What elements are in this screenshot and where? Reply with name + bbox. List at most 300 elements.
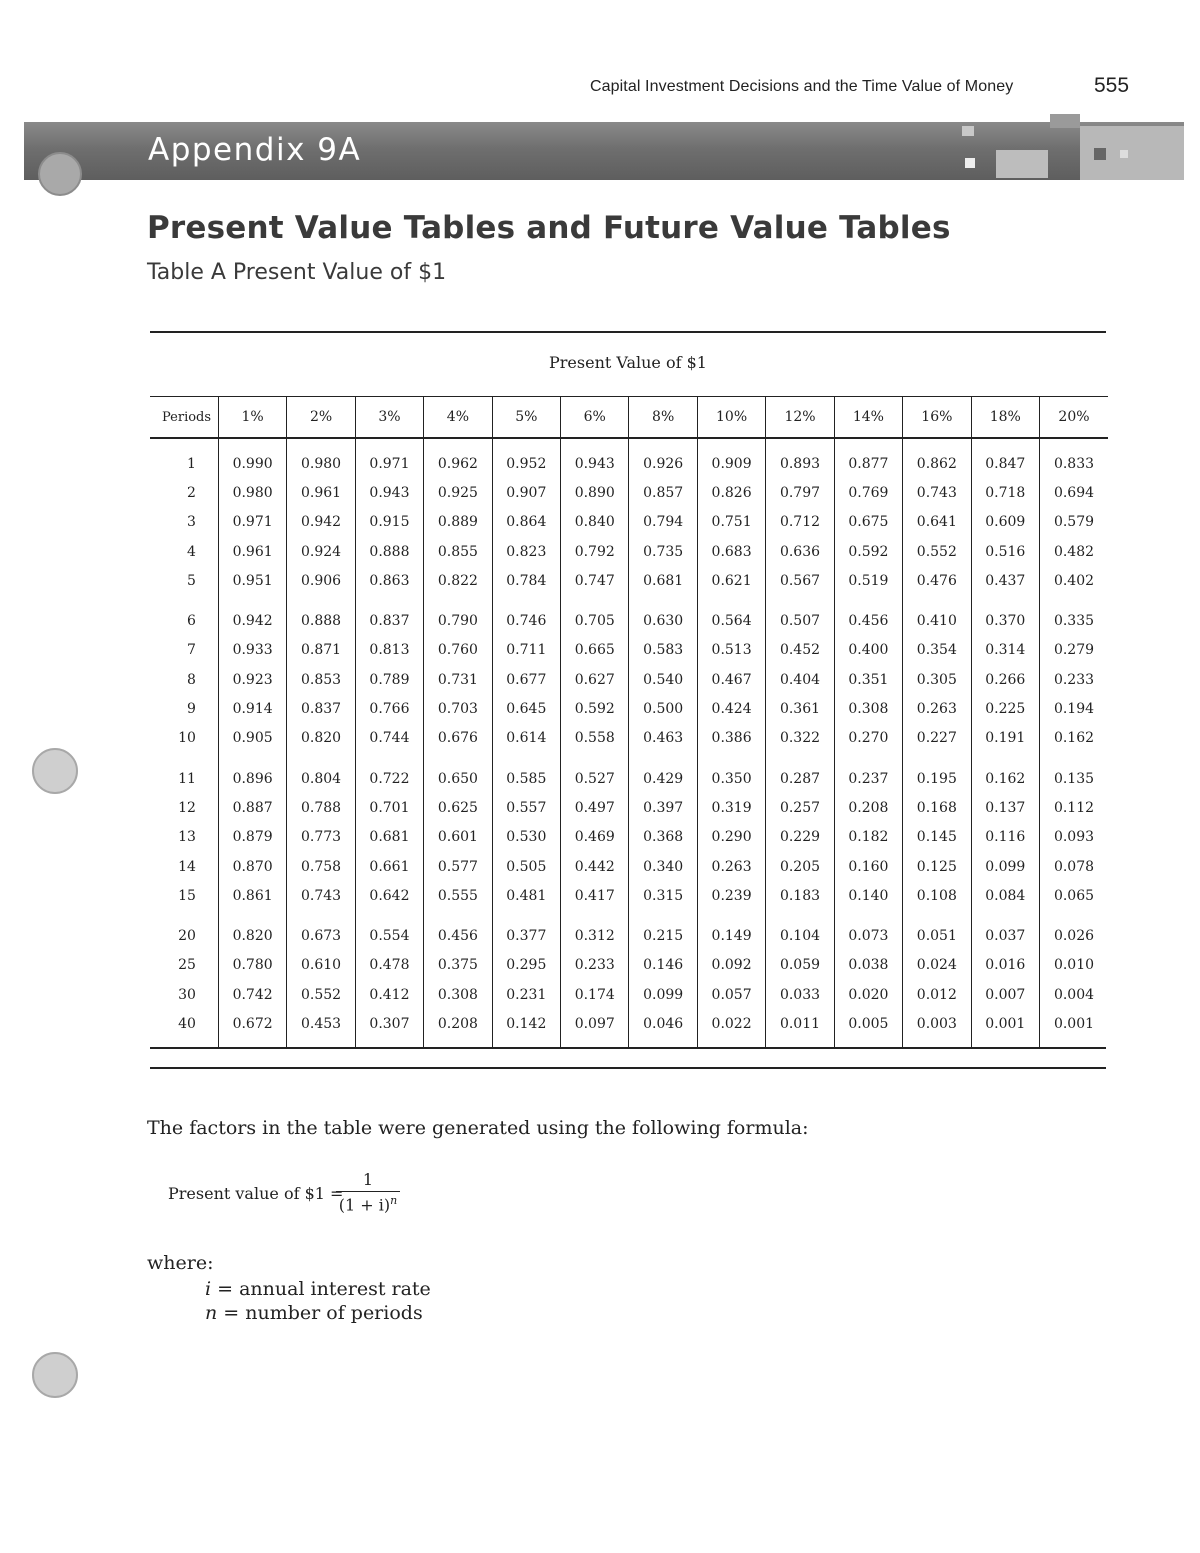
factor-cell: 0.823 xyxy=(492,537,560,566)
factor-cell: 0.033 xyxy=(766,980,834,1009)
factor-cell: 0.195 xyxy=(903,753,971,793)
factor-cell: 0.104 xyxy=(766,910,834,950)
banner-square-ornament xyxy=(965,158,975,168)
factor-cell: 0.429 xyxy=(629,753,697,793)
factor-cell: 0.505 xyxy=(492,852,560,881)
table-bottom-rule xyxy=(150,1067,1106,1069)
factor-cell: 0.780 xyxy=(218,951,286,980)
table-row xyxy=(150,852,1108,881)
factor-cell: 0.914 xyxy=(218,694,286,723)
factor-cell: 0.370 xyxy=(971,595,1039,635)
factor-cell: 0.404 xyxy=(766,665,834,694)
factor-cell: 0.701 xyxy=(355,793,423,822)
factor-cell: 0.784 xyxy=(492,566,560,595)
factor-cell: 0.847 xyxy=(971,438,1039,478)
factor-cell: 0.073 xyxy=(834,910,902,950)
factor-cell: 0.746 xyxy=(492,595,560,635)
factor-cell: 0.305 xyxy=(903,665,971,694)
factor-cell: 0.482 xyxy=(1039,537,1108,566)
factor-cell: 0.610 xyxy=(287,951,355,980)
banner-square-ornament xyxy=(962,126,974,136)
factor-cell: 0.093 xyxy=(1039,823,1108,852)
factor-cell: 0.592 xyxy=(834,537,902,566)
factor-cell: 0.116 xyxy=(971,823,1039,852)
factor-cell: 0.099 xyxy=(971,852,1039,881)
factor-cell: 0.037 xyxy=(971,910,1039,950)
factor-cell: 0.577 xyxy=(424,852,492,881)
factor-cell: 0.467 xyxy=(697,665,765,694)
factor-cell: 0.933 xyxy=(218,636,286,665)
factor-cell: 0.215 xyxy=(629,910,697,950)
factor-cell: 0.257 xyxy=(766,793,834,822)
factor-cell: 0.026 xyxy=(1039,910,1108,950)
table-header-row xyxy=(150,397,1108,439)
factor-cell: 0.822 xyxy=(424,566,492,595)
definition-symbol: i xyxy=(205,1278,212,1300)
factor-cell: 0.183 xyxy=(766,881,834,910)
factor-cell: 0.519 xyxy=(834,566,902,595)
factor-cell: 0.092 xyxy=(697,951,765,980)
factor-cell: 0.239 xyxy=(697,881,765,910)
column-header: 6% xyxy=(561,397,629,439)
factor-cell: 0.601 xyxy=(424,823,492,852)
factor-cell: 0.402 xyxy=(1039,566,1108,595)
factor-cell: 0.410 xyxy=(903,595,971,635)
table-row xyxy=(150,724,1108,753)
factor-cell: 0.962 xyxy=(424,438,492,478)
appendix-title: Appendix 9A xyxy=(148,132,362,168)
factor-cell: 0.665 xyxy=(561,636,629,665)
period-cell: 12 xyxy=(178,799,196,816)
factor-cell: 0.567 xyxy=(766,566,834,595)
factor-cell: 0.980 xyxy=(287,438,355,478)
factor-cell: 0.792 xyxy=(561,537,629,566)
factor-cell: 0.456 xyxy=(424,910,492,950)
factor-cell: 0.942 xyxy=(287,508,355,537)
factor-cell: 0.636 xyxy=(766,537,834,566)
factor-cell: 0.552 xyxy=(287,980,355,1009)
factor-cell: 0.609 xyxy=(971,508,1039,537)
factor-cell: 0.340 xyxy=(629,852,697,881)
factor-cell: 0.645 xyxy=(492,694,560,723)
factor-cell: 0.012 xyxy=(903,980,971,1009)
factor-cell: 0.703 xyxy=(424,694,492,723)
factor-cell: 0.672 xyxy=(218,1009,286,1048)
factor-cell: 0.804 xyxy=(287,753,355,793)
factor-cell: 0.375 xyxy=(424,951,492,980)
factor-cell: 0.135 xyxy=(1039,753,1108,793)
page-title: Present Value Tables and Future Value Tables xyxy=(147,210,951,246)
factor-cell: 0.705 xyxy=(561,595,629,635)
banner-square-ornament xyxy=(1120,150,1128,158)
factor-cell: 0.677 xyxy=(492,665,560,694)
table-row xyxy=(150,694,1108,723)
banner-circle-ornament xyxy=(38,152,82,196)
factor-cell: 0.951 xyxy=(218,566,286,595)
factor-cell: 0.923 xyxy=(218,665,286,694)
factor-cell: 0.020 xyxy=(834,980,902,1009)
factor-cell: 0.377 xyxy=(492,910,560,950)
factor-cell: 0.194 xyxy=(1039,694,1108,723)
factor-cell: 0.826 xyxy=(697,478,765,507)
binder-hole xyxy=(32,748,78,794)
factor-cell: 0.368 xyxy=(629,823,697,852)
factor-cell: 0.500 xyxy=(629,694,697,723)
factor-cell: 0.003 xyxy=(903,1009,971,1048)
factor-cell: 0.621 xyxy=(697,566,765,595)
factor-cell: 0.142 xyxy=(492,1009,560,1048)
factor-cell: 0.540 xyxy=(629,665,697,694)
factor-cell: 0.718 xyxy=(971,478,1039,507)
factor-cell: 0.453 xyxy=(287,1009,355,1048)
factor-cell: 0.004 xyxy=(1039,980,1108,1009)
factor-cell: 0.625 xyxy=(424,793,492,822)
factor-cell: 0.863 xyxy=(355,566,423,595)
factor-cell: 0.233 xyxy=(561,951,629,980)
period-cell: 1 xyxy=(187,455,196,472)
factor-cell: 0.162 xyxy=(971,753,1039,793)
factor-cell: 0.924 xyxy=(287,537,355,566)
factor-cell: 0.476 xyxy=(903,566,971,595)
factor-cell: 0.182 xyxy=(834,823,902,852)
factor-cell: 0.279 xyxy=(1039,636,1108,665)
factor-cell: 0.673 xyxy=(287,910,355,950)
factor-cell: 0.971 xyxy=(218,508,286,537)
column-header: 4% xyxy=(424,397,492,439)
binder-hole xyxy=(32,1352,78,1398)
period-cell: 4 xyxy=(187,543,196,560)
factor-cell: 0.361 xyxy=(766,694,834,723)
column-header: 2% xyxy=(287,397,355,439)
factor-cell: 0.676 xyxy=(424,724,492,753)
period-cell: 10 xyxy=(178,730,196,747)
table-row xyxy=(150,823,1108,852)
factor-cell: 0.065 xyxy=(1039,881,1108,910)
factor-cell: 0.497 xyxy=(561,793,629,822)
table-body xyxy=(150,438,1108,1049)
table-row xyxy=(150,566,1108,595)
factor-cell: 0.909 xyxy=(697,438,765,478)
factor-cell: 0.877 xyxy=(834,438,902,478)
factor-cell: 0.751 xyxy=(697,508,765,537)
factor-cell: 0.481 xyxy=(492,881,560,910)
factor-cell: 0.059 xyxy=(766,951,834,980)
factor-cell: 0.943 xyxy=(355,478,423,507)
factor-cell: 0.558 xyxy=(561,724,629,753)
factor-cell: 0.906 xyxy=(287,566,355,595)
factor-cell: 0.452 xyxy=(766,636,834,665)
factor-cell: 0.099 xyxy=(629,980,697,1009)
column-header: 12% xyxy=(766,397,834,439)
table-row xyxy=(150,595,1108,635)
factor-cell: 0.681 xyxy=(629,566,697,595)
column-header: 1% xyxy=(218,397,286,439)
factor-cell: 0.335 xyxy=(1039,595,1108,635)
factor-cell: 0.010 xyxy=(1039,951,1108,980)
factor-cell: 0.837 xyxy=(355,595,423,635)
column-header: 5% xyxy=(492,397,560,439)
table-row xyxy=(150,793,1108,822)
factor-cell: 0.870 xyxy=(218,852,286,881)
factor-cell: 0.943 xyxy=(561,438,629,478)
factor-cell: 0.731 xyxy=(424,665,492,694)
column-header: 20% xyxy=(1039,397,1108,439)
definition-text: = annual interest rate xyxy=(211,1278,431,1300)
factor-cell: 0.769 xyxy=(834,478,902,507)
formula-intro: The factors in the table were generated using the following formula: xyxy=(147,1117,809,1139)
formula-fraction xyxy=(336,1170,400,1214)
banner-block-ornament xyxy=(1050,114,1080,128)
factor-cell: 0.530 xyxy=(492,823,560,852)
factor-cell: 0.001 xyxy=(1039,1009,1108,1048)
factor-cell: 0.266 xyxy=(971,665,1039,694)
factor-cell: 0.397 xyxy=(629,793,697,822)
formula-exponent: n xyxy=(390,1194,398,1207)
definition-symbol: n xyxy=(205,1302,218,1324)
factor-cell: 0.650 xyxy=(424,753,492,793)
factor-cell: 0.627 xyxy=(561,665,629,694)
factor-cell: 0.191 xyxy=(971,724,1039,753)
factor-cell: 0.942 xyxy=(218,595,286,635)
period-cell: 40 xyxy=(178,1015,196,1032)
factor-cell: 0.307 xyxy=(355,1009,423,1048)
factor-cell: 0.557 xyxy=(492,793,560,822)
factor-cell: 0.579 xyxy=(1039,508,1108,537)
factor-cell: 0.790 xyxy=(424,595,492,635)
factor-cell: 0.961 xyxy=(218,537,286,566)
factor-cell: 0.555 xyxy=(424,881,492,910)
period-cell: 6 xyxy=(187,613,196,630)
factor-cell: 0.456 xyxy=(834,595,902,635)
factor-cell: 0.837 xyxy=(287,694,355,723)
factor-cell: 0.760 xyxy=(424,636,492,665)
factor-cell: 0.024 xyxy=(903,951,971,980)
factor-cell: 0.016 xyxy=(971,951,1039,980)
table-row xyxy=(150,910,1108,950)
table-top-rule xyxy=(150,331,1106,333)
factor-cell: 0.889 xyxy=(424,508,492,537)
factor-cell: 0.788 xyxy=(287,793,355,822)
factor-cell: 0.893 xyxy=(766,438,834,478)
table-row xyxy=(150,753,1108,793)
factor-cell: 0.208 xyxy=(424,1009,492,1048)
factor-cell: 0.315 xyxy=(629,881,697,910)
factor-cell: 0.857 xyxy=(629,478,697,507)
period-cell: 11 xyxy=(178,770,196,787)
definition-text: = number of periods xyxy=(217,1302,423,1324)
present-value-table xyxy=(150,396,1108,1049)
factor-cell: 0.833 xyxy=(1039,438,1108,478)
factor-cell: 0.350 xyxy=(697,753,765,793)
factor-cell: 0.592 xyxy=(561,694,629,723)
factor-cell: 0.743 xyxy=(903,478,971,507)
period-cell: 14 xyxy=(178,858,196,875)
factor-cell: 0.168 xyxy=(903,793,971,822)
formula-numerator: 1 xyxy=(336,1170,400,1192)
factor-cell: 0.794 xyxy=(629,508,697,537)
column-header: 18% xyxy=(971,397,1039,439)
factor-cell: 0.140 xyxy=(834,881,902,910)
factor-cell: 0.174 xyxy=(561,980,629,1009)
factor-cell: 0.314 xyxy=(971,636,1039,665)
table-row xyxy=(150,980,1108,1009)
factor-cell: 0.208 xyxy=(834,793,902,822)
factor-cell: 0.661 xyxy=(355,852,423,881)
factor-cell: 0.227 xyxy=(903,724,971,753)
factor-cell: 0.552 xyxy=(903,537,971,566)
table-row xyxy=(150,1009,1108,1048)
period-cell: 2 xyxy=(187,484,196,501)
factor-cell: 0.225 xyxy=(971,694,1039,723)
factor-cell: 0.386 xyxy=(697,724,765,753)
factor-cell: 0.001 xyxy=(971,1009,1039,1048)
factor-cell: 0.354 xyxy=(903,636,971,665)
factor-cell: 0.583 xyxy=(629,636,697,665)
factor-cell: 0.308 xyxy=(424,980,492,1009)
formula-denominator-base: (1 + i) xyxy=(338,1195,391,1215)
factor-cell: 0.145 xyxy=(903,823,971,852)
factor-cell: 0.078 xyxy=(1039,852,1108,881)
period-cell: 30 xyxy=(178,986,196,1003)
factor-cell: 0.146 xyxy=(629,951,697,980)
factor-cell: 0.890 xyxy=(561,478,629,507)
column-header: 10% xyxy=(697,397,765,439)
column-header: 14% xyxy=(834,397,902,439)
factor-cell: 0.675 xyxy=(834,508,902,537)
table-row xyxy=(150,478,1108,507)
column-header: 3% xyxy=(355,397,423,439)
factor-cell: 0.980 xyxy=(218,478,286,507)
table-row xyxy=(150,636,1108,665)
table-row xyxy=(150,537,1108,566)
factor-cell: 0.442 xyxy=(561,852,629,881)
page-number: 555 xyxy=(1094,74,1130,97)
factor-cell: 0.290 xyxy=(697,823,765,852)
factor-cell: 0.840 xyxy=(561,508,629,537)
factor-cell: 0.564 xyxy=(697,595,765,635)
factor-cell: 0.263 xyxy=(697,852,765,881)
factor-cell: 0.270 xyxy=(834,724,902,753)
factor-cell: 0.478 xyxy=(355,951,423,980)
factor-cell: 0.412 xyxy=(355,980,423,1009)
period-cell: 20 xyxy=(178,928,196,945)
factor-cell: 0.417 xyxy=(561,881,629,910)
factor-cell: 0.888 xyxy=(355,537,423,566)
factor-cell: 0.907 xyxy=(492,478,560,507)
factor-cell: 0.469 xyxy=(561,823,629,852)
definition-interest-rate xyxy=(205,1278,431,1300)
factor-cell: 0.820 xyxy=(287,724,355,753)
factor-cell: 0.424 xyxy=(697,694,765,723)
table-caption: Present Value of $1 xyxy=(549,353,707,372)
column-header: 8% xyxy=(629,397,697,439)
factor-cell: 0.888 xyxy=(287,595,355,635)
period-cell: 7 xyxy=(187,642,196,659)
factor-cell: 0.864 xyxy=(492,508,560,537)
factor-cell: 0.630 xyxy=(629,595,697,635)
factor-cell: 0.683 xyxy=(697,537,765,566)
factor-cell: 0.112 xyxy=(1039,793,1108,822)
factor-cell: 0.287 xyxy=(766,753,834,793)
factor-cell: 0.084 xyxy=(971,881,1039,910)
factor-cell: 0.516 xyxy=(971,537,1039,566)
column-header: Periods xyxy=(150,397,218,439)
period-cell: 13 xyxy=(178,829,196,846)
table-bottom-rule xyxy=(150,1047,1106,1049)
factor-cell: 0.747 xyxy=(561,566,629,595)
factor-cell: 0.137 xyxy=(971,793,1039,822)
period-cell: 15 xyxy=(178,887,196,904)
factor-cell: 0.742 xyxy=(218,980,286,1009)
factor-cell: 0.743 xyxy=(287,881,355,910)
factor-cell: 0.641 xyxy=(903,508,971,537)
factor-cell: 0.162 xyxy=(1039,724,1108,753)
factor-cell: 0.744 xyxy=(355,724,423,753)
factor-cell: 0.855 xyxy=(424,537,492,566)
factor-cell: 0.926 xyxy=(629,438,697,478)
factor-cell: 0.097 xyxy=(561,1009,629,1048)
factor-cell: 0.322 xyxy=(766,724,834,753)
factor-cell: 0.722 xyxy=(355,753,423,793)
period-cell: 25 xyxy=(178,957,196,974)
factor-cell: 0.862 xyxy=(903,438,971,478)
table-row xyxy=(150,508,1108,537)
factor-cell: 0.005 xyxy=(834,1009,902,1048)
factor-cell: 0.308 xyxy=(834,694,902,723)
table-row xyxy=(150,881,1108,910)
factor-cell: 0.711 xyxy=(492,636,560,665)
factor-cell: 0.681 xyxy=(355,823,423,852)
factor-cell: 0.853 xyxy=(287,665,355,694)
running-head: Capital Investment Decisions and the Time Value of Money xyxy=(590,78,1014,95)
factor-cell: 0.237 xyxy=(834,753,902,793)
factor-cell: 0.233 xyxy=(1039,665,1108,694)
factor-cell: 0.046 xyxy=(629,1009,697,1048)
factor-cell: 0.694 xyxy=(1039,478,1108,507)
factor-cell: 0.351 xyxy=(834,665,902,694)
formula-lhs: Present value of $1 = xyxy=(168,1184,344,1203)
factor-cell: 0.057 xyxy=(697,980,765,1009)
factor-cell: 0.813 xyxy=(355,636,423,665)
factor-cell: 0.712 xyxy=(766,508,834,537)
factor-cell: 0.952 xyxy=(492,438,560,478)
factor-cell: 0.400 xyxy=(834,636,902,665)
definition-periods xyxy=(205,1302,423,1324)
factor-cell: 0.527 xyxy=(561,753,629,793)
factor-cell: 0.766 xyxy=(355,694,423,723)
period-cell: 3 xyxy=(187,514,196,531)
table-row xyxy=(150,951,1108,980)
factor-cell: 0.160 xyxy=(834,852,902,881)
factor-cell: 0.507 xyxy=(766,595,834,635)
period-cell: 9 xyxy=(187,701,196,718)
factor-cell: 0.887 xyxy=(218,793,286,822)
factor-cell: 0.773 xyxy=(287,823,355,852)
factor-cell: 0.513 xyxy=(697,636,765,665)
factor-cell: 0.231 xyxy=(492,980,560,1009)
factor-cell: 0.990 xyxy=(218,438,286,478)
factor-cell: 0.263 xyxy=(903,694,971,723)
factor-cell: 0.007 xyxy=(971,980,1039,1009)
factor-cell: 0.961 xyxy=(287,478,355,507)
factor-cell: 0.149 xyxy=(697,910,765,950)
factor-cell: 0.585 xyxy=(492,753,560,793)
factor-cell: 0.022 xyxy=(697,1009,765,1048)
factor-cell: 0.295 xyxy=(492,951,560,980)
period-cell: 8 xyxy=(187,671,196,688)
table-row xyxy=(150,438,1108,478)
factor-cell: 0.038 xyxy=(834,951,902,980)
